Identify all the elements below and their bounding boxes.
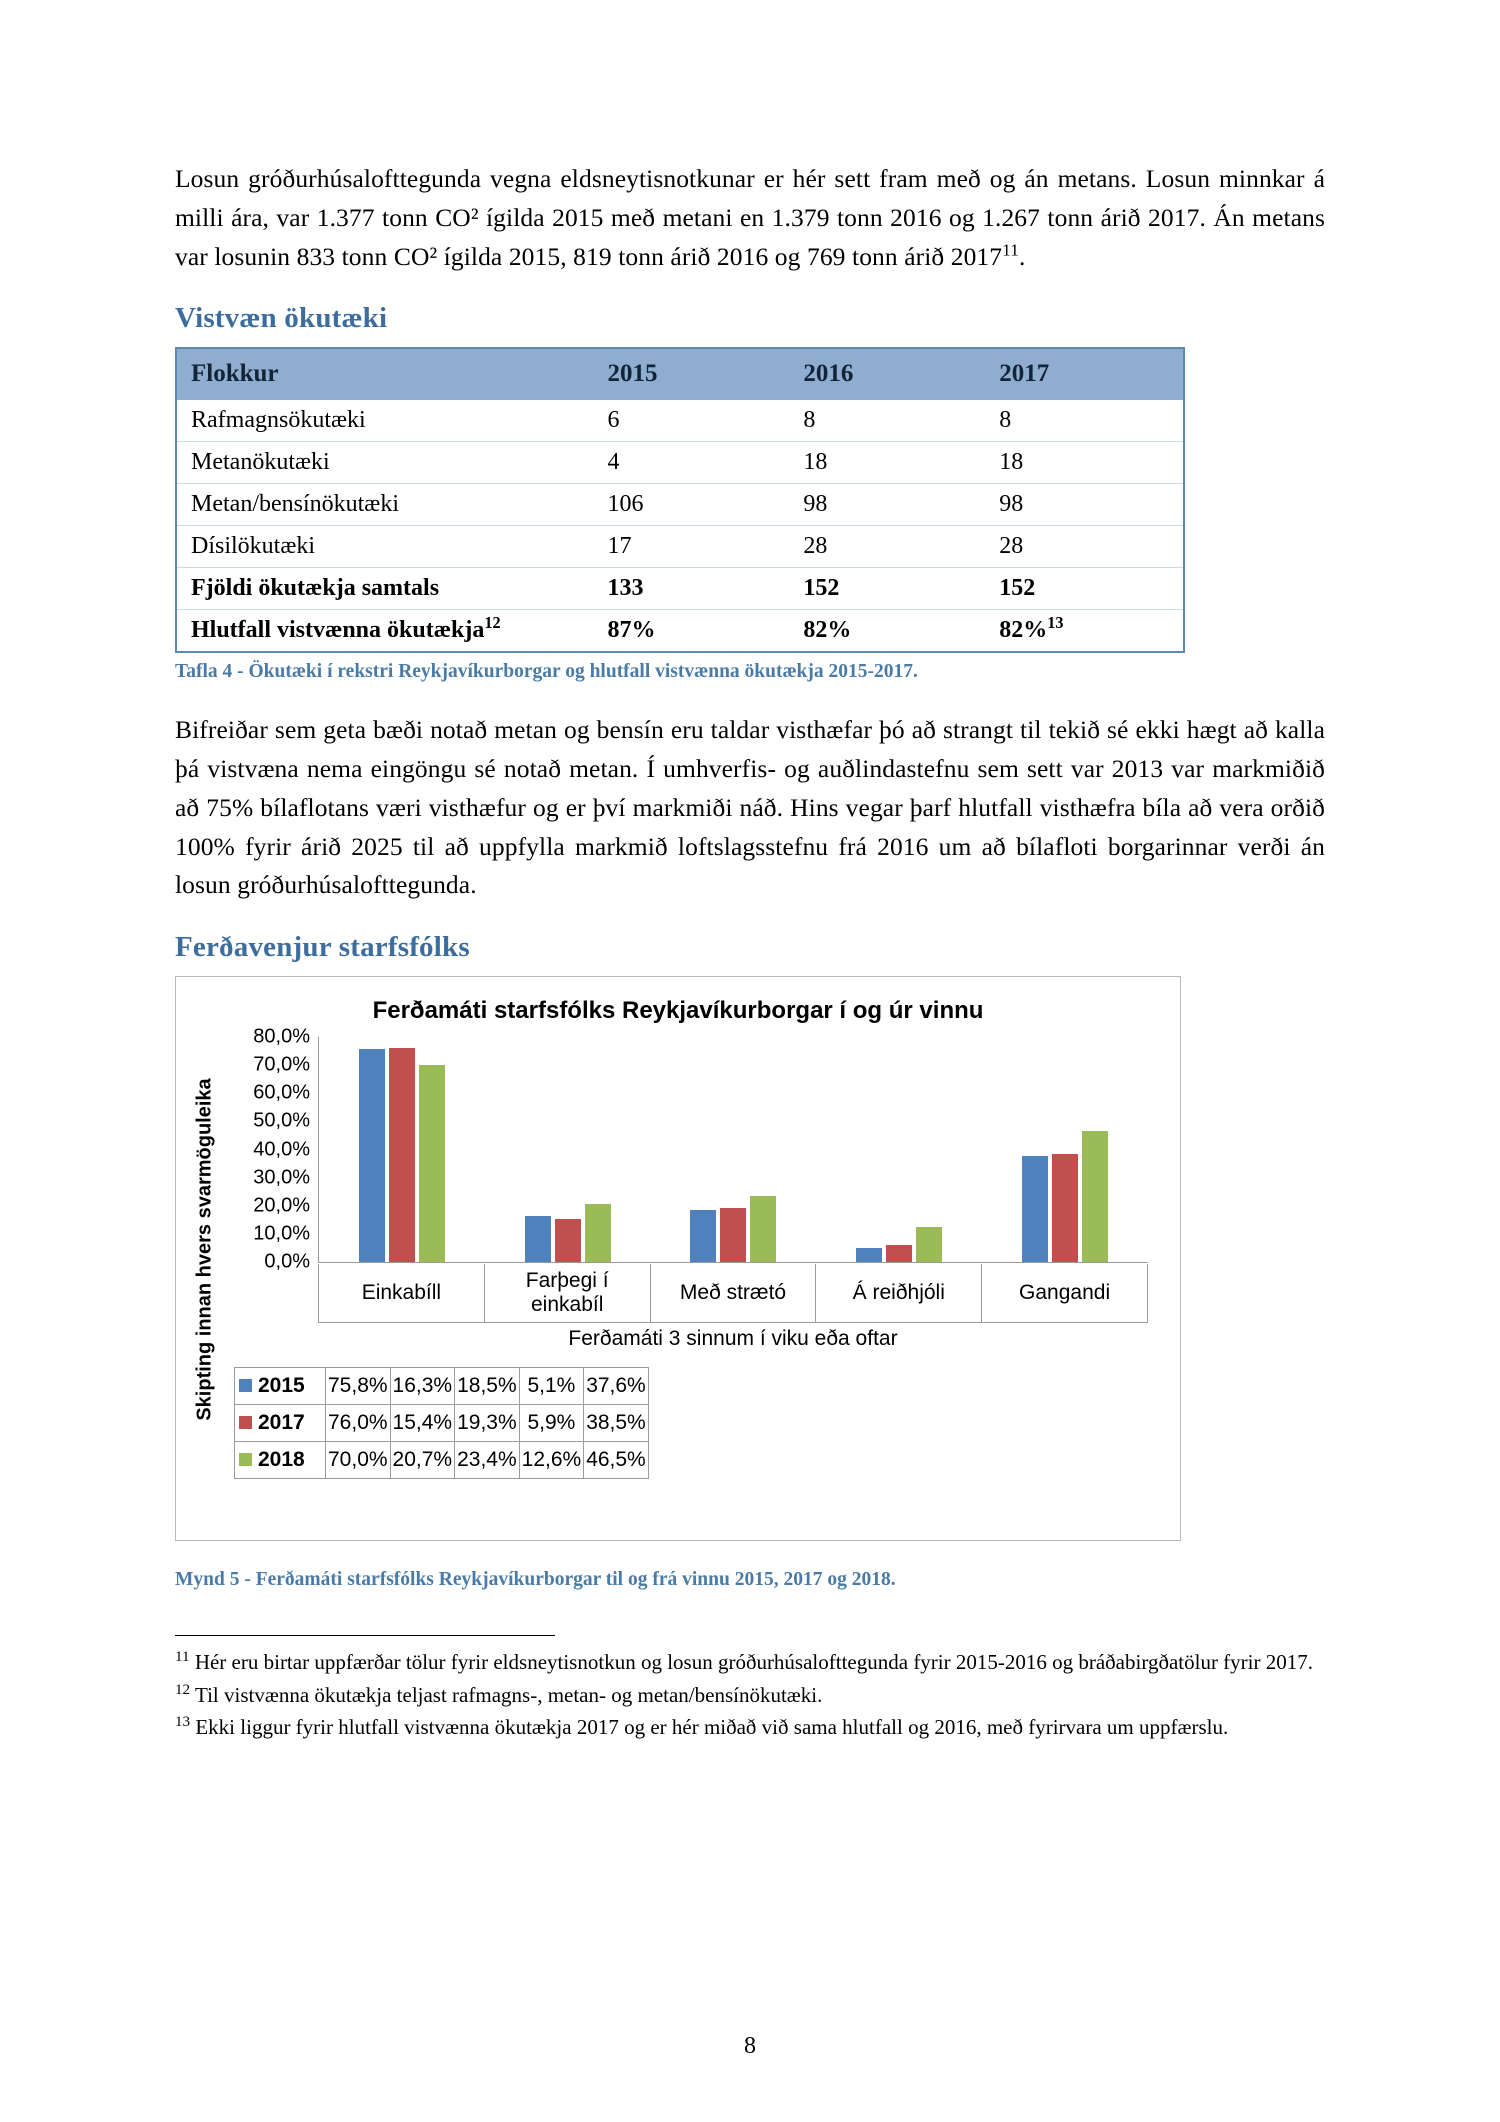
chart-data-row-2017 [235,1405,649,1442]
footnote-number-12: 12 [175,1681,191,1698]
cell-category-label: Hlutfall vistvænna ökutækja [191,617,485,644]
y-tick-2: 20,0% [253,1194,310,1217]
legend-label-2017: 2017 [258,1411,305,1434]
cell-category: Fjöldi ökutækja samtals [177,568,594,610]
value-2015-reidhjoli: 5,1% [519,1368,584,1405]
intro-paragraph [175,160,1325,276]
bar-2018-farthegi [585,1204,611,1262]
cell-2015: 6 [594,400,790,442]
footnote-ref-12: 12 [484,613,501,633]
value-2017-gangandi: 38,5% [584,1405,649,1442]
y-tick-4: 40,0% [253,1138,310,1160]
y-tick-5: 50,0% [253,1109,310,1132]
cat-label-1: Farþegi í einkabíl [484,1264,650,1322]
chart-data-row-2018 [235,1442,649,1479]
footnote-number-13: 13 [175,1714,191,1731]
y-tick-8: 80,0% [253,1025,310,1048]
y-tick-0: 0,0% [264,1250,310,1273]
bar-group-gangandi [982,1037,1148,1262]
cell-category: Rafmagnsökutæki [177,400,594,442]
bar-group-straeto [651,1037,817,1262]
table-header-2016: 2016 [789,349,985,400]
table-row-share [177,610,1183,652]
bar-2017-einkabill [389,1048,415,1262]
table-row [177,484,1183,526]
bar-2015-reidhjoli [856,1248,882,1262]
chart-x-axis-title: Ferðamáti 3 sinnum í viku eða oftar [568,1327,898,1350]
footnotes-area [175,1648,1325,1742]
bar-2018-reidhjoli [916,1227,942,1262]
bar-2018-einkabill [419,1065,445,1262]
table-header-2015: 2015 [594,349,790,400]
bar-2015-gangandi [1022,1156,1048,1262]
value-2015-straeto: 18,5% [455,1368,520,1405]
bar-group-einkabill [319,1037,485,1262]
travel-mode-chart [175,976,1181,1541]
cell-2017: 152 [985,568,1183,610]
footnote-text-11: Hér eru birtar uppfærðar tölur fyrir eldsneytisnotkun og losun gróðurhúsalofttegunda fyrir 2015-2016 og bráðabirgðatölur fyrir 2017. [194,1650,1314,1674]
value-2018-gangandi: 46,5% [584,1442,649,1479]
cell-2017: 28 [985,526,1183,568]
cell-2016: 82% [789,610,985,652]
bar-2015-einkabill [359,1049,385,1262]
chart-title: Ferðamáti starfsfólks Reykjavíkurborgar í og úr vinnu [372,997,984,1024]
value-2018-straeto: 23,4% [455,1442,520,1479]
cat-label-0: Einkabíll [318,1264,484,1322]
legend-item-2018 [235,1442,326,1479]
cat-label-4: Gangandi [981,1264,1148,1322]
cell-2016: 8 [789,400,985,442]
y-tick-1: 10,0% [253,1222,310,1245]
chart-y-axis-title [192,1039,218,1459]
intro-paragraph-period: . [1019,241,1026,271]
cell-2017: 8 [985,400,1183,442]
footnote-text-12: Til vistvænna ökutækja teljast rafmagns-, metan- og metan/bensínökutæki. [194,1682,823,1707]
bar-2018-gangandi [1082,1131,1108,1262]
table-header-row [177,349,1183,400]
table-header-category: Flokkur [177,349,594,400]
bar-2017-farthegi [555,1219,581,1262]
value-2017-farthegi: 15,4% [390,1405,455,1442]
bar-2015-farthegi [525,1216,551,1262]
table-caption: Tafla 4 - Ökutæki í rekstri Reykjavíkurborgar og hlutfall vistvænna ökutækja 2015-2017. [175,661,918,683]
figure-caption: Mynd 5 - Ferðamáti starfsfólks Reykjavíkurborgar til og frá vinnu 2015, 2017 og 2018. [175,1569,896,1590]
chart-data-row-2015 [235,1368,649,1405]
value-2017-einkabill: 76,0% [326,1405,391,1442]
cell-category: Dísilökutæki [177,526,594,568]
cell-category [177,610,594,652]
legend-label-2015: 2015 [258,1374,305,1397]
footnote-separator [175,1635,555,1636]
legend-swatch-2018-icon [239,1453,252,1466]
cell-2017-value: 82% [999,617,1048,644]
table-header-2017: 2017 [985,349,1183,400]
chart-y-tick-labels [236,1025,314,1273]
legend-item-2017 [235,1405,326,1442]
table-row-total [177,568,1183,610]
section-heading-ferdavenjur: Ferðavenjur starfsfólks [175,931,470,963]
table-row [177,526,1183,568]
legend-item-2015 [235,1368,326,1405]
page-number: 8 [744,2033,756,2059]
footnote-ref-11: 11 [1002,240,1020,259]
bar-2017-reidhjoli [886,1245,912,1262]
cell-2017: 18 [985,442,1183,484]
cell-2017: 98 [985,484,1183,526]
body-paragraph-2: Bifreiðar sem geta bæði notað metan og bensín eru taldar visthæfar þó að strangt til tekið sé ekki hægt að kalla þá vistvæna nema eingöngu sé notað metan. Í umhverfis- og auðlindastefnu sem sett var 2013 var markmiðið að 75% bílaflotans væri visthæfur og er því markmiði náð. Hins vegar þarf hlutfall visthæfra bíla að vera orðið 100% fyrir árið 2025 til að uppfylla markmið loftslagsstefnu frá 2016 um að bílafloti borgarinnar verði án losun gróðurhúsalofttegunda. [175,715,1325,900]
footnote-11 [175,1648,1325,1677]
footnote-number-11: 11 [175,1649,190,1665]
bar-2015-straeto [690,1210,716,1262]
value-2017-reidhjoli: 5,9% [519,1405,584,1442]
value-2018-einkabill: 70,0% [326,1442,391,1479]
value-2015-farthegi: 16,3% [390,1368,455,1405]
y-tick-7: 70,0% [253,1053,310,1076]
cell-2015: 17 [594,526,790,568]
cell-2016: 18 [789,442,985,484]
value-2018-farthegi: 20,7% [390,1442,455,1479]
value-2017-straeto: 19,3% [455,1405,520,1442]
cell-2017 [985,610,1183,652]
table-row [177,400,1183,442]
footnote-13 [175,1713,1325,1742]
chart-data-table [234,1367,649,1479]
cell-2016: 152 [789,568,985,610]
footnote-ref-13: 13 [1047,613,1064,633]
bar-2018-straeto [750,1196,776,1262]
cell-category: Metan/bensínökutæki [177,484,594,526]
cell-2015: 106 [594,484,790,526]
chart-bars [318,1037,1148,1263]
cell-2015: 87% [594,610,790,652]
vehicles-table-container [175,347,1185,653]
bar-group-farthegi [485,1037,651,1262]
chart-category-labels [318,1264,1148,1323]
cell-2015: 4 [594,442,790,484]
intro-paragraph-text: Losun gróðurhúsalofttegunda vegna eldsneytisnotkunar er hér sett fram með og án metans. Losun minnkar á milli ára, var 1.377 tonn CO² ígilda 2015 með metani en 1.379 tonn 2016 og 1.267 tonn árið 2017. Án metans var losunin 833 tonn CO² ígilda 2015, 819 tonn árið 2016 og 769 tonn árið 2017 [175,164,1325,271]
cell-category: Metanökutæki [177,442,594,484]
footnote-text-13: Ekki liggur fyrir hlutfall vistvænna ökutækja 2017 og er hér miðað við sama hlutfall og 2016, með fyrirvara um uppfærslu. [195,1715,1229,1740]
cell-2016: 98 [789,484,985,526]
y-tick-3: 30,0% [253,1166,310,1189]
legend-swatch-2017-icon [239,1416,252,1429]
legend-label-2018: 2018 [258,1448,305,1471]
cell-2016: 28 [789,526,985,568]
legend-swatch-2015-icon [239,1379,252,1392]
y-tick-6: 60,0% [253,1081,310,1104]
table-row [177,442,1183,484]
value-2015-einkabill: 75,8% [326,1368,391,1405]
vehicles-table [177,349,1183,651]
footnote-12 [175,1681,1325,1710]
bar-group-reidhjoli [816,1037,982,1262]
bar-2017-straeto [720,1208,746,1262]
cat-label-2: Með strætó [650,1264,816,1322]
section-heading-vistvaen: Vistvæn ökutæki [175,302,388,335]
cat-label-3: Á reiðhjóli [815,1264,981,1322]
cell-2015: 133 [594,568,790,610]
value-2015-gangandi: 37,6% [584,1368,649,1405]
value-2018-reidhjoli: 12,6% [519,1442,584,1479]
chart-y-axis-title-text: Skipting innan hvers svarmöguleika [193,1077,216,1421]
bar-2017-gangandi [1052,1154,1078,1262]
chart-plot-area [236,1025,1148,1273]
